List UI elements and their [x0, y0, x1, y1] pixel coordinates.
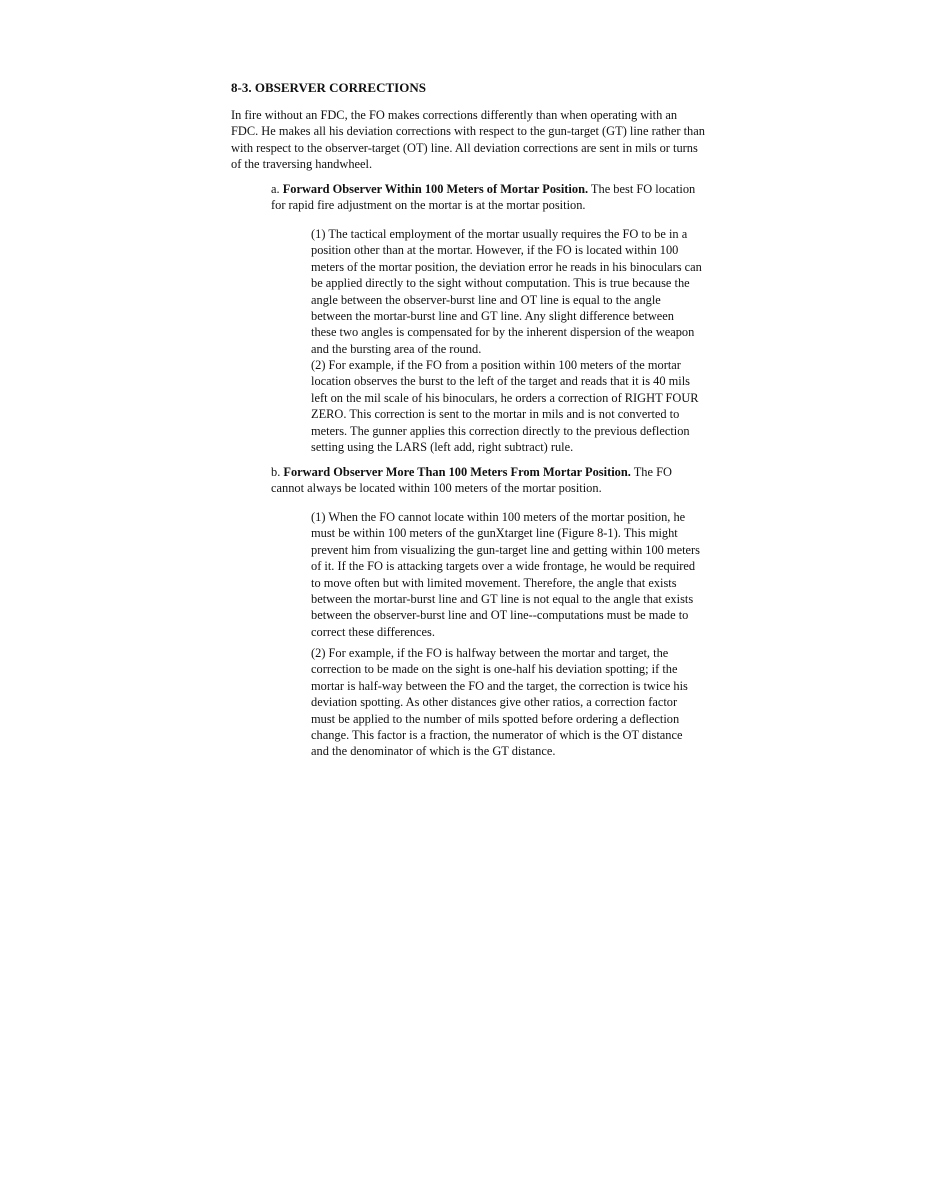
intro-paragraph: In fire without an FDC, the FO makes corrections differently than when operating with an FDC. He makes all his deviation corrections with respect to the gun-target (GT) line rather than with respect to the observer-target (OT) line. All deviation corrections are sent in mils or turns of the traversing handwheel.	[231, 108, 705, 172]
section-a-prefix: a.	[271, 182, 283, 196]
section-heading: 8-3. OBSERVER CORRECTIONS	[231, 80, 426, 95]
section-a-item-1: (1) The tactical employment of the mortar usually requires the FO to be in a position other than at the mortar. However, if the FO is located within 100 meters of the mortar position, the deviation error he reads in his binoculars can be applied directly to the sight without computation. This is true because the angle between the observer-burst line and OT line is equal to the angle between the mortar-burst line and GT line. Any slight difference between these two angles is compensated for by the inherent dispersion of the weapon and the bursting area of the round.	[311, 227, 702, 356]
section-a-title: Forward Observer Within 100 Meters of Mortar Position.	[282, 182, 589, 196]
section-a-item-2: (2) For example, if the FO from a position within 100 meters of the mortar location observes the burst to the left of the target and reads that it is 40 mils left on the mil scale of his binoculars, he orders a correction of RIGHT FOUR ZERO. This correction is sent to the mortar in mils and is not converted to meters. The gunner applies this correction directly to the previous deflection setting using the LARS (left add, right subtract) rule.	[311, 358, 699, 455]
section-a-text: The best FO location for rapid fire adjustment on the mortar is at the mortar position.	[271, 182, 696, 213]
section-b-text: The FO cannot always be located within 100 meters of the mortar position.	[271, 465, 672, 496]
section-b-prefix: b.	[271, 465, 284, 479]
section-b-item-1: (1) When the FO cannot locate within 100 meters of the mortar position, he must be within 100 meters of the gunXtarget line (Figure 8-1). This might prevent him from visualizing the gun-target line and getting within 100 meters of it. If the FO is attacking targets over a wide frontage, he would be required to move often but with limited movement. Therefore, the angle that exists between the mortar-burst line and GT line is not equal to the angle that exists between the observer-burst line and OT line--computations must be made to correct these differences.	[311, 510, 700, 639]
section-a-paragraph	[271, 181, 701, 214]
section-b-paragraph	[271, 464, 701, 497]
section-b-item-2: (2) For example, if the FO is halfway between the mortar and target, the correction to be made on the sight is one-half his deviation spotting; if the mortar is half-way between the FO and the target, the correction is twice his deviation spotting. As other distances give other ratios, a correction factor must be applied to the number of mils spotted before ordering a deflection change. This factor is a fraction, the numerator of which is the OT distance and the denominator of which is the GT distance.	[311, 646, 688, 759]
section-b-title: Forward Observer More Than 100 Meters From Mortar Position.	[283, 465, 631, 479]
